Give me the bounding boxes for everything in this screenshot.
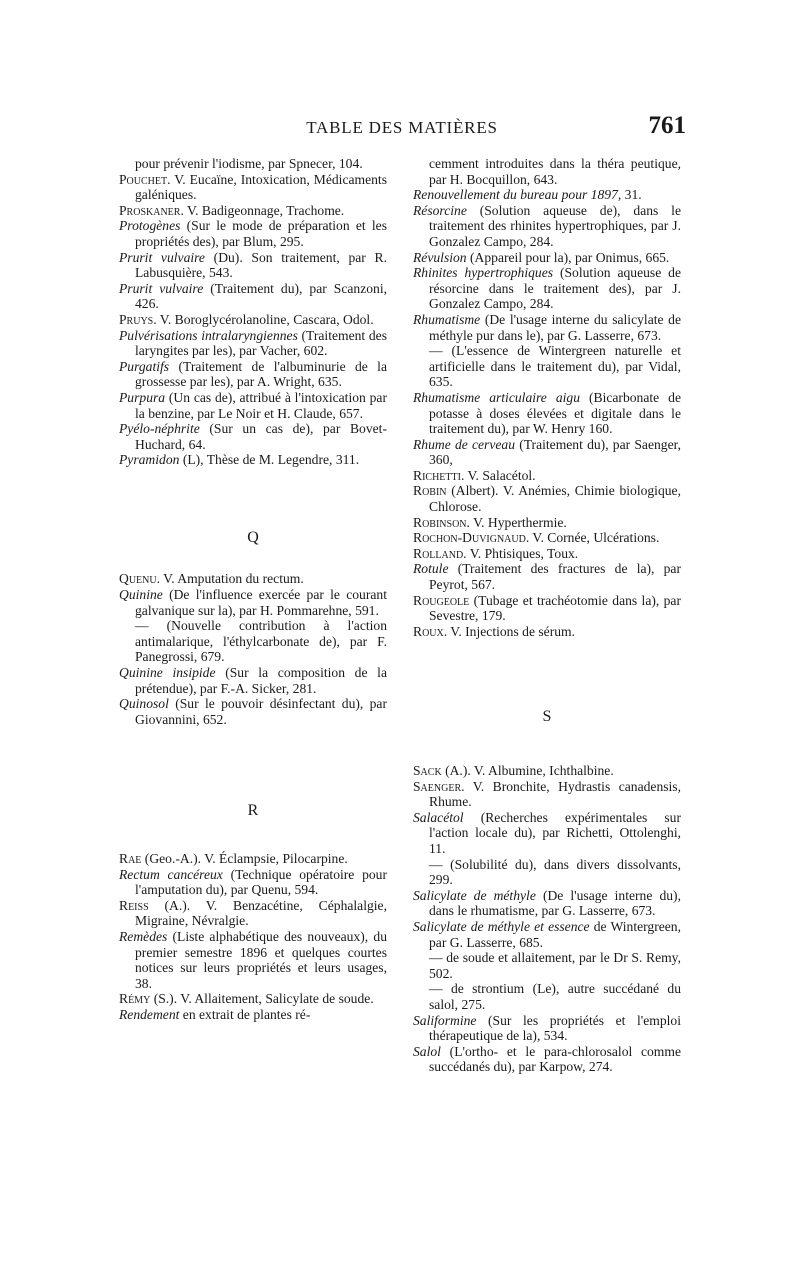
index-entry: Quinine insipide (Sur la composition de la prétendue), par F.-A. Sicker, 281. (119, 665, 387, 696)
index-entry: Quinosol (Sur le pouvoir désinfectant du), par Giovannini, 652. (119, 696, 387, 727)
index-entry: Pyramidon (L), Thèse de M. Legendre, 311. (119, 452, 360, 468)
index-entry: — de strontium (Le), autre succédané du salol, 275. (429, 981, 681, 1012)
index-entry: Rae (Geo.-A.). V. Éclampsie, Pilocarpine. (119, 851, 348, 866)
index-entry: Robin (Albert). V. Anémies, Chimie biologique, Chlorose. (413, 483, 681, 515)
index-entry: Salol (L'ortho- et le para-chlorosalol comme succédanés du), par Karpow, 274. (413, 1043, 681, 1075)
left-column (119, 156, 387, 1023)
index-entry: Saenger. V. Bronchite, Hydrastis canadensis, Rhume. (413, 778, 681, 810)
index-entry: Richetti. V. Salacétol. (413, 467, 536, 483)
section-letter-s: S (542, 708, 552, 726)
index-entry: Renouvellement du bureau pour 1897, 31. (413, 187, 642, 203)
index-entry: Sack (A.). V. Albumine, Ichthalbine. (413, 763, 614, 778)
index-entry: Rhume de cerveau (Traitement du), par Saenger, 360, (413, 436, 681, 468)
index-entry: Pyélo-néphrite (Sur un cas de), par Bovet-Huchard, 64. (119, 421, 387, 452)
index-entry: Salicylate de méthyle (De l'usage interne du), dans le rhumatisme, par G. Lasserre, 673. (413, 887, 681, 919)
index-entry: — de soude et allaitement, par le Dr S. Remy, 502. (429, 950, 681, 981)
index-entry: — (Solubilité du), dans divers dissolvants, 299. (429, 856, 681, 888)
index-entry: Résorcine (Solution aqueuse de), dans le traitement des rhinites hypertrophiques, par J. Gonzalez Campo, 284. (413, 202, 681, 249)
index-entry: Quinine (De l'influence exercée par le courant galvanique sur la), par H. Pommarehne, 591. (119, 587, 387, 618)
page-number: 761 (648, 112, 686, 139)
index-entry: Rotule (Traitement des fractures de la), par Peyrot, 567. (413, 561, 681, 593)
index-entry: Proskaner. V. Badigeonnage, Trachome. (119, 202, 345, 218)
index-entry: Rendement en extrait de plantes ré- (119, 1006, 311, 1022)
index-entry: — (L'essence de Wintergreen naturelle et artificielle dans le traitement du), par Vidal, 635. (429, 343, 681, 390)
section-letter-r: R (247, 802, 259, 820)
page-header (118, 112, 686, 146)
index-entry: Rectum cancéreux (Technique opératoire pour l'amputation du), par Quenu, 594. (119, 866, 387, 898)
index-entry: Rhumatisme articulaire aigu (Bicarbonate de potasse à doses élevées et digitale dans le traitement du), par W. Henry 160. (413, 389, 682, 437)
right-column (413, 156, 681, 1075)
index-entry: Roux. V. Injections de sérum. (413, 623, 576, 639)
section-letter-q: Q (247, 528, 259, 546)
index-entry: Prurit vulvaire (Traitement du), par Scanzoni, 426. (119, 280, 387, 312)
index-entry: Robinson. V. Hyperthermie. (413, 514, 567, 530)
index-entry: Purpura (Un cas de), attribué à l'intoxication par la benzine, par Le Noir et H. Claude, 657. (119, 389, 387, 421)
index-entry: Salacétol (Recherches expérimentales sur l'action locale du), par Richetti, Ottolenghi, 11. (413, 809, 681, 856)
index-entry: Rolland. V. Phtisiques, Toux. (413, 545, 579, 561)
index-entry: Révulsion (Appareil pour la), par Onimus, 665. (413, 249, 670, 265)
index-entry: Saliformine (Sur les propriétés et l'emploi thérapeutique de la), 534. (413, 1012, 681, 1044)
index-entry: Rougeole (Tubage et trachéotomie dans la), par Sevestre, 179. (413, 592, 681, 624)
index-entry: Pouchet. V. Eucaïne, Intoxication, Médicaments galéniques. (119, 171, 387, 203)
index-entry: Pulvérisations intralaryngiennes (Traitement des laryngites par les), par Vacher, 602. (119, 327, 387, 359)
index-entry: Salicylate de méthyle et essence de Wintergreen, par G. Lasserre, 685. (413, 918, 681, 950)
index-entry: Reiss (A.). V. Benzacétine, Céphalalgie, Migraine, Névralgie. (119, 897, 387, 929)
index-entry: Prurit vulvaire (Du). Son traitement, par R. Labusquière, 543. (119, 249, 387, 281)
index-entry: — (Nouvelle contribution à l'action antimalarique, l'éthylcarbonate de), par F. Panegrossi, 679. (135, 618, 387, 665)
index-entry: pour prévenir l'iodisme, par Spnecer, 104. (135, 156, 363, 171)
index-entry: Rochon-Duvignaud. V. Cornée, Ulcérations. (413, 530, 660, 546)
index-entry: cemment introduites dans la théra peutique, par H. Bocquillon, 643. (429, 156, 681, 187)
index-entry: Protogènes (Sur le mode de préparation et les propriétés des), par Blum, 295. (119, 218, 387, 249)
index-entry: Purgatifs (Traitement de l'albuminurie de la grossesse par les), par A. Wright, 635. (119, 358, 387, 390)
index-entry: Rhinites hypertrophiques (Solution aqueuse de résorcine dans le traitement des), par J. Gonzalez Campo, 284. (413, 265, 681, 312)
index-entry: Rhumatisme (De l'usage interne du salicylate de méthyle pur dans le), par G. Lasserre, 673. (413, 311, 681, 343)
index-entry: Quenu. V. Amputation du rectum. (119, 571, 304, 587)
index-entry: Pruys. V. Boroglycérolanoline, Cascara, Odol. (119, 311, 374, 327)
index-entry: Remèdes (Liste alphabétique des nouveaux), du premier semestre 1896 et quelques courtes notices sur leurs propriétés et leurs usages, 38. (119, 928, 387, 991)
running-title: TABLE DES MATIÈRES (306, 118, 498, 137)
index-entry: Rémy (S.). V. Allaitement, Salicylate de soude. (119, 991, 374, 1007)
